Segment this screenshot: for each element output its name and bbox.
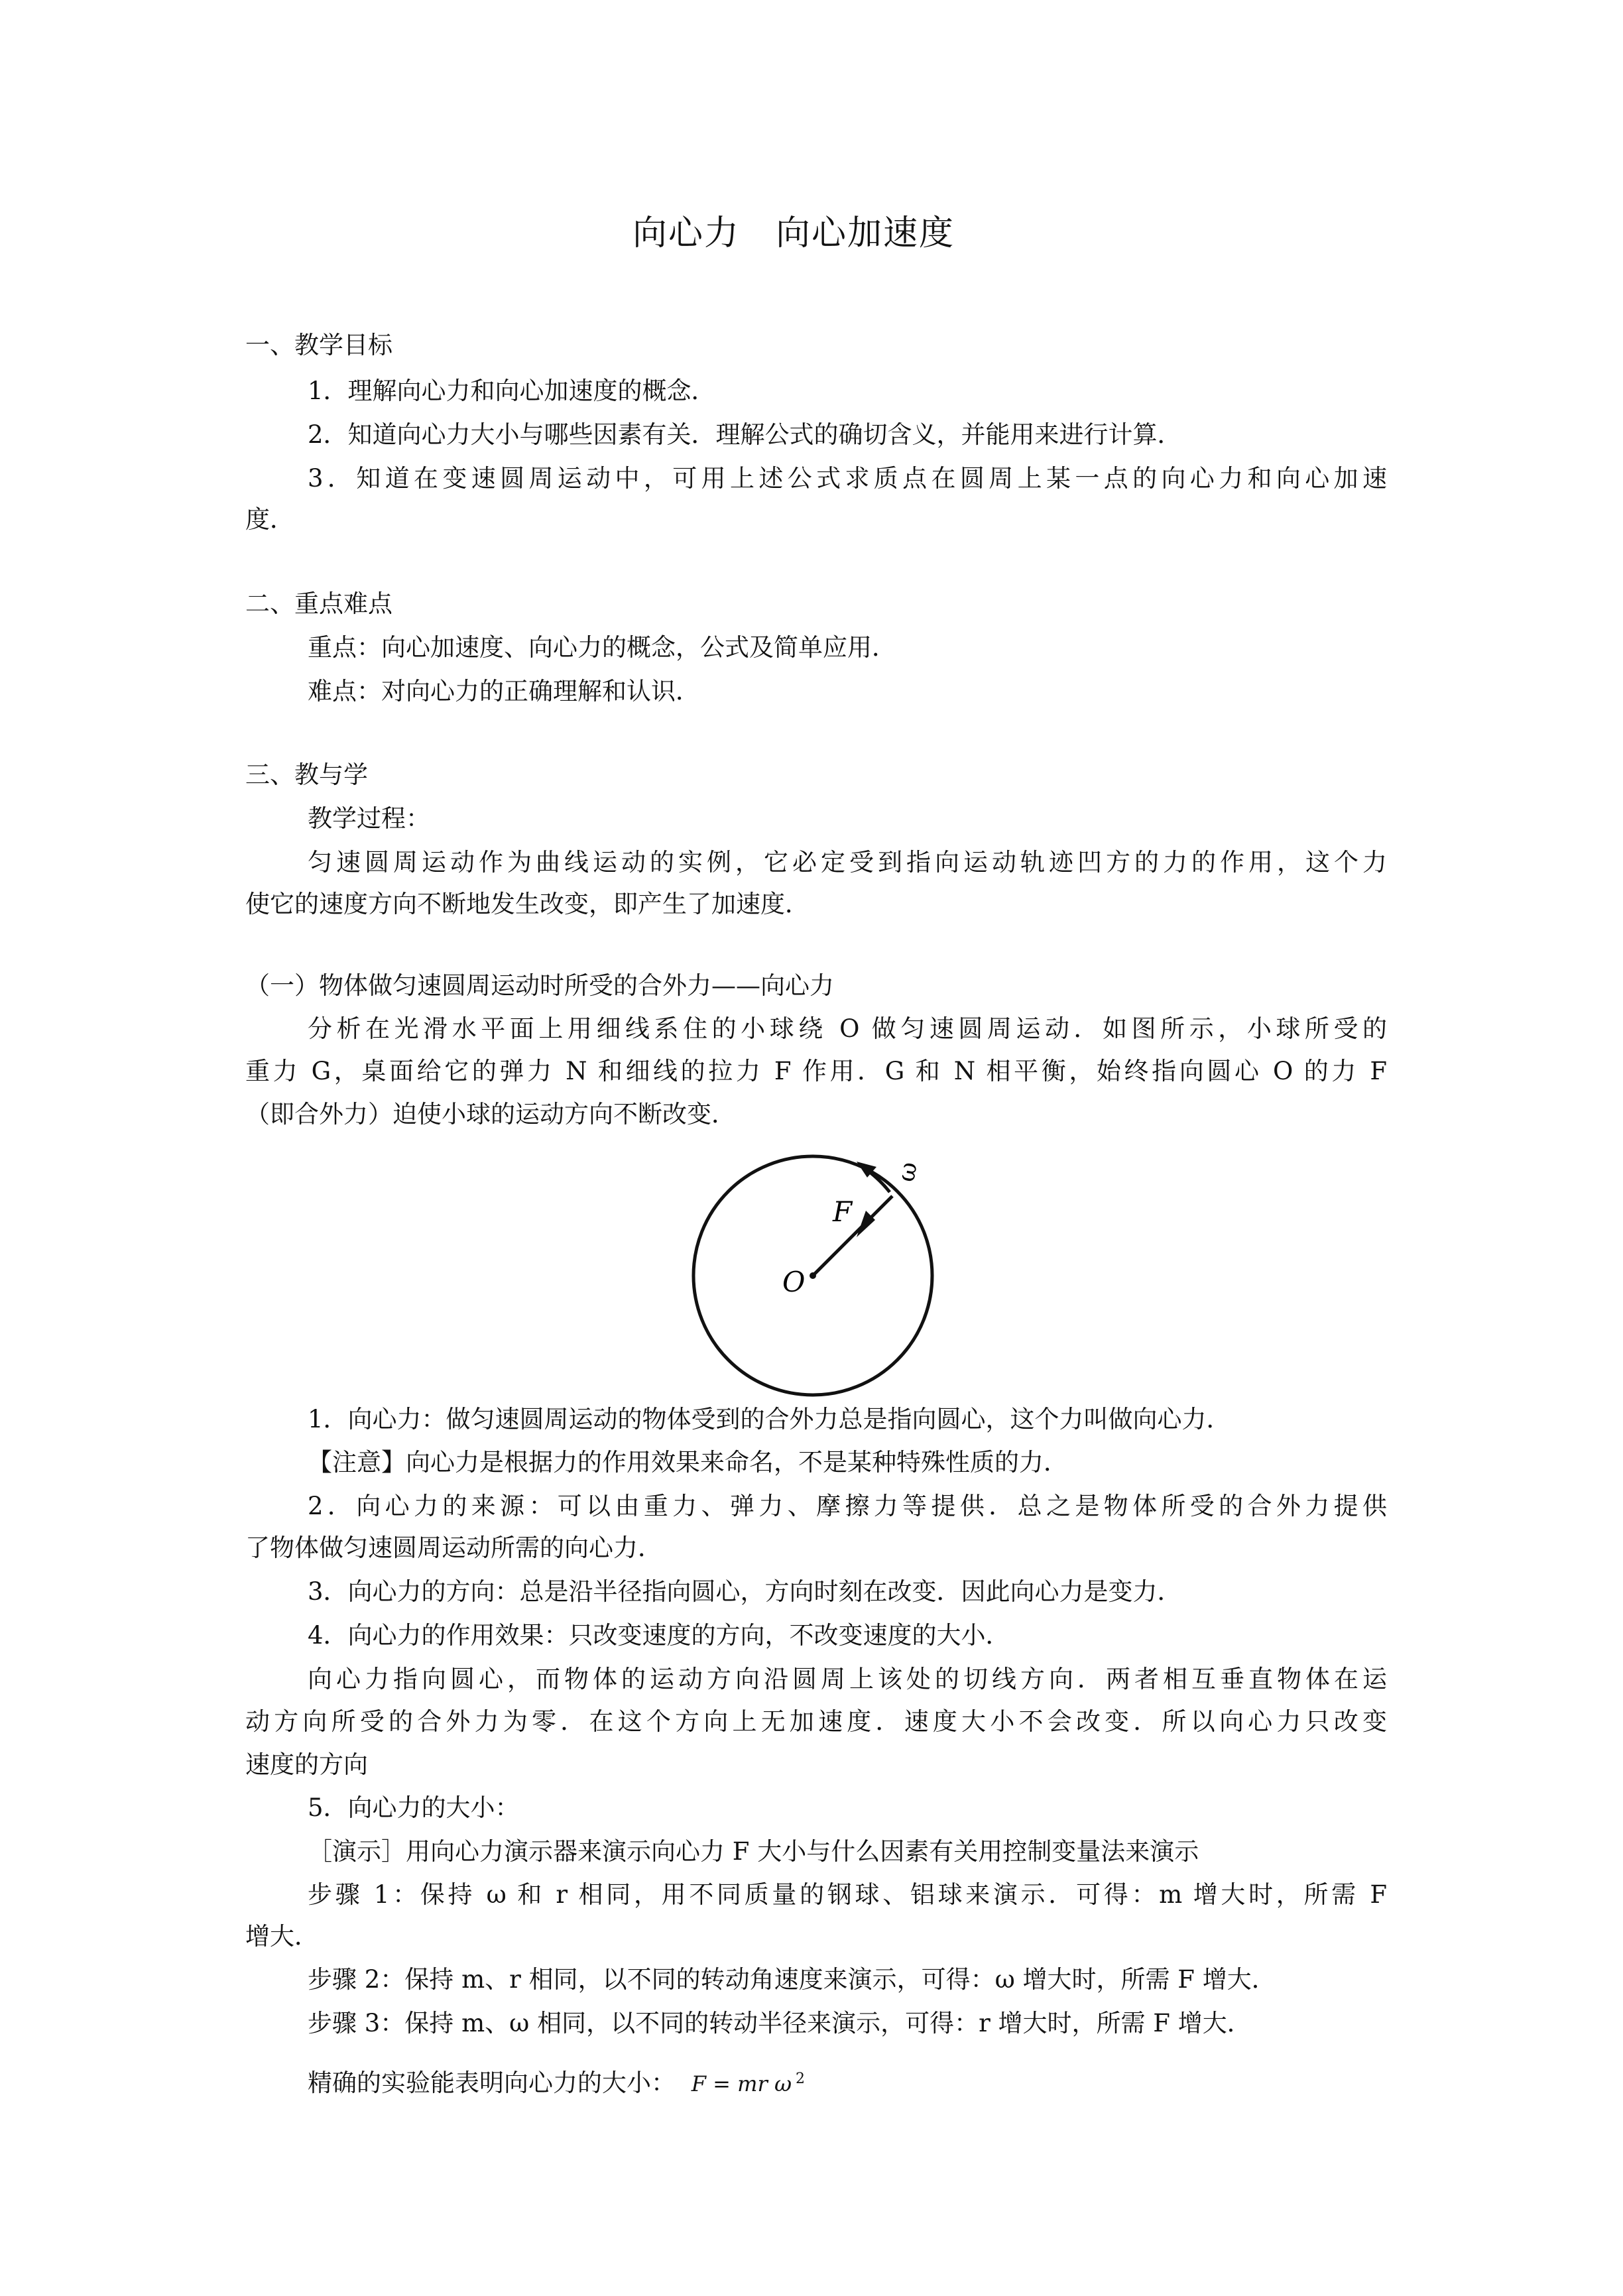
intro-paragraph-line: 匀速圆周运动作为曲线运动的实例，它必定受到指向运动轨迹凹方的力的作用，这个力 xyxy=(308,848,1387,876)
point-line: 4．向心力的作用效果：只改变速度的方向，不改变速度的大小． xyxy=(308,1621,1010,1650)
objective-item: 3．知道在变速圆周运动中，可用上述公式求质点在圆周上某一点的向心力和向心加速 xyxy=(308,464,1387,493)
omega-label: ω xyxy=(892,1160,923,1184)
point-line: 速度的方向 xyxy=(245,1750,368,1779)
intro-paragraph-line: 使它的速度方向不断地发生改变，即产生了加速度． xyxy=(245,890,810,918)
step-line: 步骤 1：保持 ω 和 r 相同，用不同质量的钢球、铝球来演示．可得：m 增大时，所需 F xyxy=(308,1880,1387,1909)
analysis-line: 重力 G，桌面给它的弹力 N 和细线的拉力 F 作用．G 和 N 相平衡，始终指向圆心 O 的力 F xyxy=(245,1057,1387,1085)
conclusion-text xyxy=(308,2071,805,2095)
force-line xyxy=(813,1196,892,1276)
point-line: 动方向所受的合外力为零．在这个方向上无加速度．速度大小不会改变．所以向心力只改变 xyxy=(245,1707,1387,1736)
center-label: O xyxy=(782,1266,806,1298)
section-heading-teaching: 三、教与学 xyxy=(245,760,368,789)
force-label: F xyxy=(833,1195,853,1228)
objective-item: 2．知道向心力大小与哪些因素有关．理解公式的确切含义，并能用来进行计算． xyxy=(308,420,1182,449)
section-heading-objectives: 一、教学目标 xyxy=(245,331,392,359)
page-title: 向心力 向心加速度 xyxy=(632,213,955,253)
step-line: 增大． xyxy=(245,1922,319,1951)
point-line: 1．向心力：做匀速圆周运动的物体受到的合外力总是指向圆心，这个力叫做向心力． xyxy=(308,1405,1231,1433)
section-heading-key-points: 二、重点难点 xyxy=(245,589,392,618)
point-line: 5．向心力的大小： xyxy=(308,1793,520,1822)
analysis-line: （即合外力）迫使小球的运动方向不断改变． xyxy=(245,1100,736,1128)
difficulty-text: 难点：对向心力的正确理解和认识． xyxy=(308,677,700,705)
subsection-heading: （一）物体做匀速圆周运动时所受的合外力——向心力 xyxy=(245,971,834,1000)
circular-motion-diagram xyxy=(676,1127,961,1412)
formula xyxy=(691,2071,805,2096)
demo-line: ［演示］用向心力演示器来演示向心力 F 大小与什么因素有关用控制变量法来演示 xyxy=(308,1837,1199,1866)
process-label: 教学过程： xyxy=(308,804,430,833)
step-line: 步骤 2：保持 m、r 相同，以不同的转动角速度来演示，可得：ω 增大时，所需 F 增大． xyxy=(308,1965,1276,1994)
point-line: 了物体做匀速圆周运动所需的向心力． xyxy=(245,1534,662,1562)
key-point-text: 重点：向心加速度、向心力的概念，公式及简单应用． xyxy=(308,633,896,662)
step-line: 步骤 3：保持 m、ω 相同，以不同的转动半径来演示，可得：r 增大时，所需 F 增大． xyxy=(308,2009,1252,2037)
point-line: 向心力指向圆心，而物体的运动方向沿圆周上该处的切线方向．两者相互垂直物体在运 xyxy=(308,1665,1387,1693)
formula-body: F = mr ω xyxy=(691,2071,792,2096)
objective-item-continued: 度． xyxy=(245,505,294,534)
analysis-line: 分析在光滑水平面上用细线系住的小球绕 O 做匀速圆周运动．如图所示，小球所受的 xyxy=(308,1014,1387,1043)
objective-item: 1．理解向心力和向心加速度的概念． xyxy=(308,377,716,405)
formula-exponent: 2 xyxy=(796,2071,806,2088)
point-line: 2．向心力的来源：可以由重力、弹力、摩擦力等提供．总之是物体所受的合外力提供 xyxy=(308,1492,1387,1520)
center-point xyxy=(810,1272,816,1279)
note-line: 【注意】向心力是根据力的作用效果来命名，不是某种特殊性质的力． xyxy=(308,1448,1068,1477)
point-line: 3．向心力的方向：总是沿半径指向圆心，方向时刻在改变．因此向心力是变力． xyxy=(308,1577,1182,1606)
conclusion-label: 精确的实验能表明向心力的大小： xyxy=(308,2069,676,2097)
